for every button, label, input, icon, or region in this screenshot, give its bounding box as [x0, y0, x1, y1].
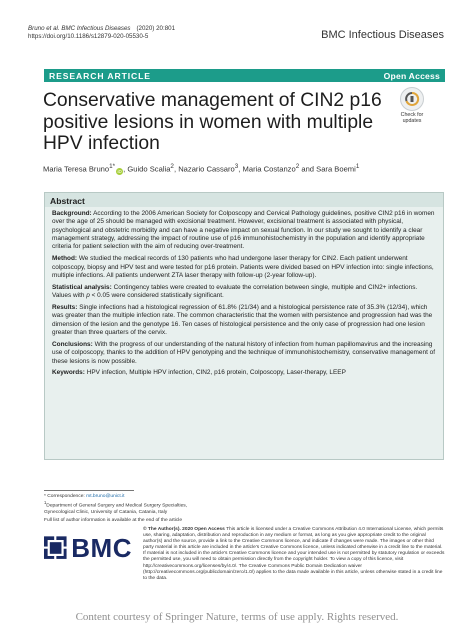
check-for-updates-label: Check for updates [400, 112, 424, 124]
abstract-method [52, 255, 436, 280]
footnote-divider [44, 490, 134, 491]
section-text: Contingency tables were created to evaluate the correlation between single, multiple and CIN2+ infections. Values with [52, 283, 418, 300]
abstract-background [52, 210, 436, 252]
license-text [143, 527, 445, 582]
author-name: Maria Teresa Bruno [43, 164, 110, 174]
full-author-info-note: Full list of author information is available at the end of the article [44, 518, 183, 524]
section-text: HPV infection, Multiple HPV infection, CIN2, p16 protein, Colposcopy, Laser-therapy, LEEP [86, 369, 346, 377]
author-affiliation: 2 [170, 163, 174, 170]
orcid-icon[interactable]: iD [117, 168, 122, 174]
author-affiliation: 1* [109, 163, 116, 170]
affiliation-line: Department of General Surgery and Medical Surgery Specialties, [46, 503, 188, 509]
abstract-keywords [52, 369, 436, 377]
courtesy-footer: Content courtesy of Springer Nature, terms of use apply. Rights reserved. [75, 611, 399, 623]
section-label: Method: [52, 255, 78, 263]
bmc-logo-text: BMC [71, 532, 132, 563]
section-text: Single infections had a histological regression of 61.8% (21/34) and a histological persistence rate of 35.3% (12/34), which was greater than the multiple infection rate. The common characteristic that the women with persistence and progression had was the dimension of the lesion and the genotype 16. Ten cases of histological persistence and the only case of progression had one lesion greater than three quarters of the cervix. [52, 303, 433, 336]
section-text: With the progress of our understanding of the natural history of infection from human papillomavirus and the increasing use of colposcopy, thanks to the addition of HPV genotyping and the technique of immunohistochemistry, conservative management of these lesions is now possible. [52, 340, 436, 365]
bmc-logo [44, 526, 132, 570]
author-affiliation: 3 [234, 163, 239, 170]
open-access-label: Open Access [383, 70, 440, 81]
author-name: Sara Boemi [316, 164, 356, 174]
correspondence-label: * Correspondence: [44, 494, 87, 499]
footnotes [44, 490, 244, 524]
check-for-updates-icon [400, 87, 424, 111]
affiliation-line: Gynecological Clinic, University of Catania, Catania, Italy [44, 510, 168, 516]
journal-name: BMC Infectious Diseases [321, 29, 444, 41]
citation-header [28, 25, 175, 41]
section-label: Results: [52, 303, 78, 311]
author-affiliation: 2 [295, 163, 300, 170]
section-text: < 0.05 were considered statistically significant. [89, 292, 224, 300]
section-label: Keywords: [52, 369, 85, 377]
section-text: According to the 2006 American Society for Colposcopy and Cervical Pathology guidelines, positive CIN2 p16 in women over the age of 25 should be managed with excisional treatment. However, excisional treatment is associated with physical, psychological and obstetric morbidity and can have a negative impact on sexual function. In our study we sought to identify a clear management strategy, addressing the impact of routine use of p16 immunohistochemistry in the population and identify appropriate criteria for patient selection with the aim of reducing over-treatment. [52, 210, 435, 251]
article-title: Conservative management of CIN2 p16 positive lesions in women with multiple HPV infection [43, 90, 382, 154]
abstract-heading: Abstract [45, 193, 443, 207]
abstract-results [52, 304, 436, 337]
author-name: Maria Costanzo [242, 164, 296, 174]
article-type-label: RESEARCH ARTICLE [49, 70, 151, 81]
doi-link[interactable]: https://doi.org/10.1186/s12879-020-05530-5 [28, 33, 149, 40]
author-name: Nazario Cassaro [178, 164, 235, 174]
author-list: Maria Teresa Bruno$^{1*}$iD, Guido Scalia$^2$, Nazario Cassaro$^3$, Maria Costanzo$^2$ and Sara Boemi$^1$ [43, 163, 360, 174]
citation-year: (2020) 20:801 [136, 25, 176, 32]
abstract-conclusions [52, 341, 436, 366]
article-type-banner [44, 69, 445, 82]
section-label: Statistical analysis: [52, 283, 112, 291]
citation-authors: Bruno et al. BMC Infectious Diseases [28, 25, 131, 32]
section-text: We studied the medical records of 130 patients who had undergone laser therapy for CIN2. Each patient underwent colposcopy, biopsy and HPV test and were tested for p16 protein. Patients were divided based on HPV infection into: single infections, multiple infections. All patients underwent ZTA laser therapy with follow-up (2-year follow-up). [52, 255, 434, 279]
abstract-box [44, 192, 444, 460]
section-label: Background: [52, 210, 92, 217]
p-symbol: p [86, 292, 90, 300]
abstract-statistical-analysis [52, 284, 436, 301]
license-copyright: © The Author(s). 2020 Open Access [143, 527, 225, 532]
affiliation-marker: 1 [44, 500, 47, 506]
bmc-logo-icon [44, 532, 67, 564]
section-label: Conclusions: [52, 340, 93, 348]
correspondence-email[interactable]: mt.bruno@unict.it [86, 494, 125, 499]
license-body: This article is licensed under a Creative Commons Attribution 4.0 International License, which permits use, sharing, adaptation, distribution and reproduction in any medium or format, as long as you give appropriate credit to the original author(s) and the source, provide a link to the Creative Commons licence, and indicate if changes were made. The images or other third party material in this article are included in the article's Creative Commons licence, unless indicated otherwise in a credit line to the material. If material is not included in the article's Creative Commons licence and your intended use is not permitted by statutory regulation or exceeds the permitted use, you will need to obtain permission directly from the copyright holder. To view a copy of this licence, visit http://creativecommons.org/licenses/by/4.0/. The Creative Commons Public Domain Dedication waiver (http://creativecommons.org/publicdomain/zero/1.0/) applies to the data made available in this article, unless otherwise stated in a credit line to the data. [143, 527, 445, 581]
author-name: Guido Scalia [127, 164, 171, 174]
author-affiliation: 1 [355, 163, 360, 170]
check-for-updates-button[interactable] [396, 87, 428, 124]
